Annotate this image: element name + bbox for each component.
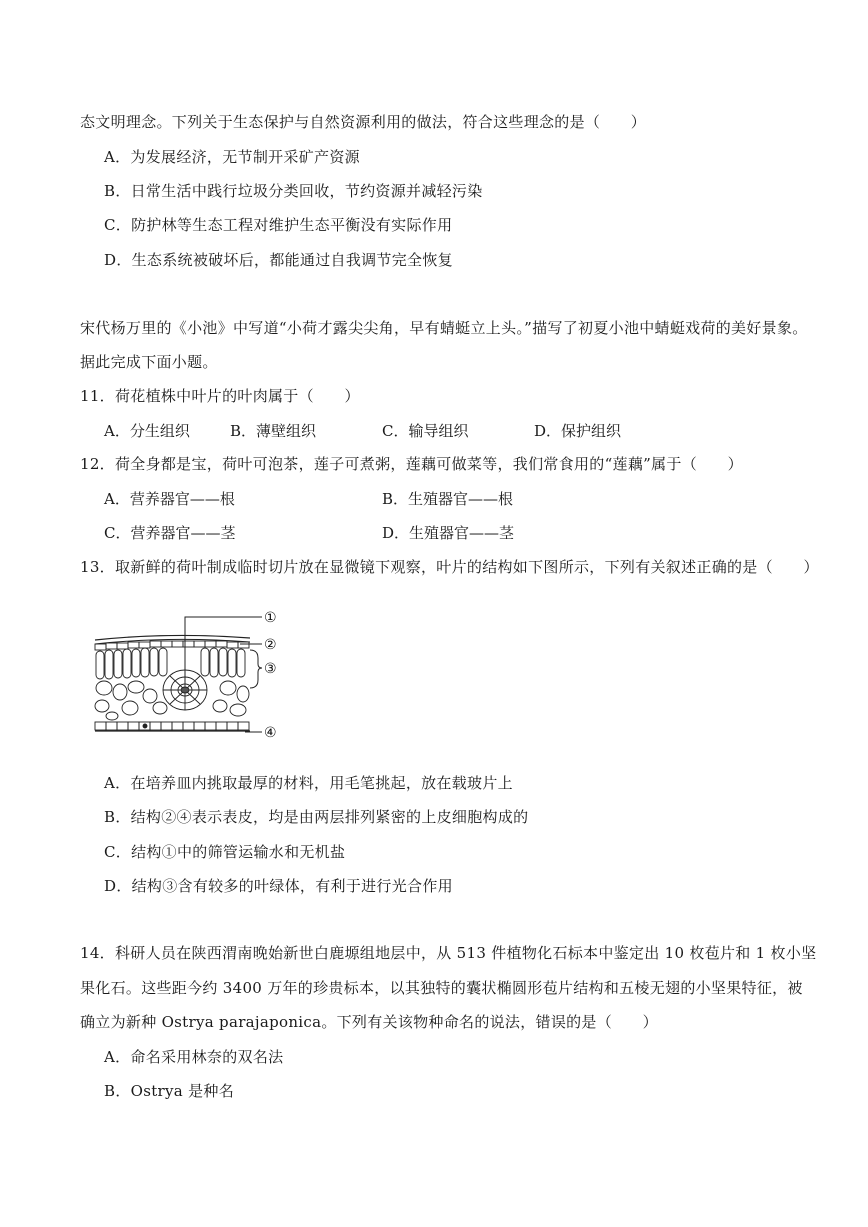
q11-stem: 11．荷花植株中叶片的叶肉属于（ ） [80, 387, 360, 405]
q14-stem-line-3: 确立为新种 Ostrya parajaponica。下列有关该物种命名的说法，错误的是（ ） [80, 1013, 658, 1031]
q14-stem-line-1: 14．科研人员在陕西渭南晚始新世白鹿塬组地层中，从 513 件植物化石标本中鉴定出 10 枚苞片和 1 枚小坚 [80, 944, 817, 962]
q13-stem: 13．取新鲜的荷叶制成临时切片放在显微镜下观察，叶片的结构如下图所示，下列有关叙述正确的是（ ） [80, 558, 819, 576]
palisade-layer [96, 648, 245, 679]
q12-option-b: B．生殖器官——根 [382, 490, 514, 508]
q10-stem-tail: 态文明理念。下列关于生态保护与自然资源利用的做法，符合这些理念的是（ ） [80, 113, 647, 131]
q12-option-d: D．生殖器官——茎 [382, 524, 515, 542]
q11-option-c: C．输导组织 [382, 422, 469, 440]
passage-line-2: 据此完成下面小题。 [80, 353, 218, 371]
q11-option-d: D．保护组织 [534, 422, 622, 440]
leaf-cross-section-diagram [90, 604, 300, 744]
q12-option-c: C．营养器官——茎 [104, 524, 236, 542]
q10-option-a: A．为发展经济，无节制开采矿产资源 [104, 148, 360, 166]
label-leaders [185, 617, 262, 732]
q10-option-c: C．防护林等生态工程对维护生态平衡没有实际作用 [104, 216, 453, 234]
q12-option-a: A．营养器官——根 [104, 490, 235, 508]
q14-option-b: B．Ostrya 是种名 [104, 1082, 235, 1100]
q13-option-c: C．结构①中的筛管运输水和无机盐 [104, 843, 346, 861]
label-4: ④ [264, 725, 277, 741]
q13-option-a: A．在培养皿内挑取最厚的材料，用毛笔挑起，放在载玻片上 [104, 774, 513, 792]
q11-option-a: A．分生组织 [104, 422, 190, 440]
q12-stem: 12．荷全身都是宝，荷叶可泡茶，莲子可煮粥，莲藕可做菜等，我们常食用的“莲藕”属于（ ） [80, 455, 743, 473]
q14-option-a: A．命名采用林奈的双名法 [104, 1048, 284, 1066]
lower-epidermis [95, 722, 250, 731]
spongy-layer [95, 681, 249, 720]
label-1: ① [264, 610, 277, 626]
q13-option-b: B．结构②④表示表皮，均是由两层排列紧密的上皮细胞构成的 [104, 808, 529, 826]
q14-stem-line-2: 果化石。这些距今约 3400 万年的珍贵标本，以其独特的囊状椭圆形苞片结构和五棱无翅的小坚果特征，被 [80, 979, 803, 997]
q11-option-b: B．薄壁组织 [230, 422, 317, 440]
q10-option-b: B．日常生活中践行垃圾分类回收，节约资源并减轻污染 [104, 182, 483, 200]
label-3: ③ [264, 661, 277, 677]
q10-option-d: D．生态系统被破坏后，都能通过自我调节完全恢复 [104, 251, 453, 269]
q13-option-d: D．结构③含有较多的叶绿体，有利于进行光合作用 [104, 877, 453, 895]
label-2: ② [264, 637, 277, 653]
passage-line-1: 宋代杨万里的《小池》中写道“小荷才露尖尖角，早有蜻蜓立上头。”描写了初夏小池中蜻蜓戏荷的美好景象。 [80, 319, 808, 337]
